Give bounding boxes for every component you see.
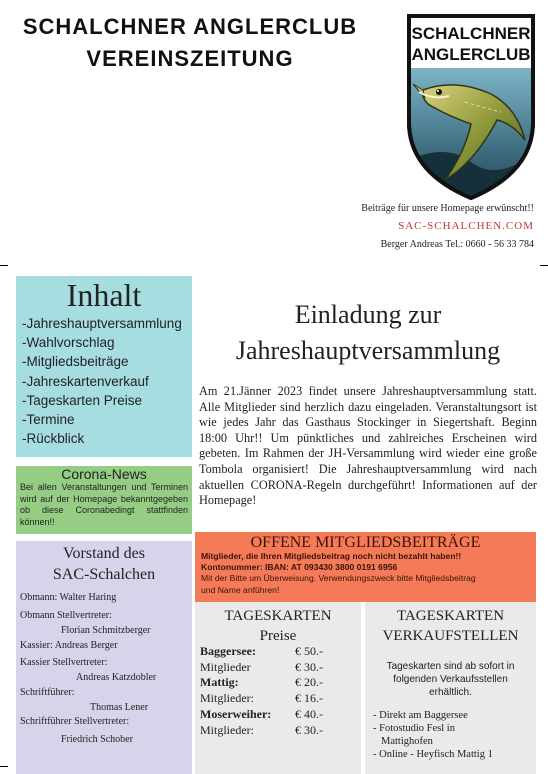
crop-mark <box>0 265 8 266</box>
article-body: Am 21.Jänner 2023 findet unsere Jahreshauptversammlung statt. Alle Mitglieder sind herzlich dazu eingeladen. Veranstaltungsort ist wie jedes Jahr das Gasthaus Stockinger in Siegertshaft. Beginn 18:00 Uhr!! Um pünktliches und zahlreiches Erscheinen wird gebeten. Im Rahmen der JH-Versammlung wird wieder eine große Tombola organisiert! Die Jahreshauptversammlung wird nach aktuellen CORONA-Regeln durchgeführt! Informationen auf der Homepage! <box>199 384 537 508</box>
day-ticket-prices-box <box>195 602 361 774</box>
contents-title: Inhalt <box>66 277 142 313</box>
price-label: Mitglieder <box>200 660 251 674</box>
club-crest-logo <box>405 12 537 202</box>
board-vice-secretary-name: Friedrich Schober <box>61 734 133 745</box>
day-ticket-outlets-subtitle: VERKAUFSTELLEN <box>382 628 519 644</box>
crop-mark <box>540 265 548 266</box>
price-label: Mattig: <box>200 675 239 689</box>
day-ticket-prices-subtitle: Preise <box>259 628 297 644</box>
board-box <box>16 541 192 774</box>
outstanding-fees-title: OFFENE MITGLIEDSBEITRÄGE <box>250 534 481 551</box>
board-vice-chairman-name: Florian Schmitzberger <box>61 625 151 636</box>
price-label: Moserweiher: <box>200 707 272 721</box>
contents-item: -Termine <box>22 412 75 428</box>
contents-item: -Tageskarten Preise <box>22 392 143 408</box>
article-heading-line2: Jahreshauptversammlung <box>235 336 501 365</box>
price-value: € 40.- <box>295 707 323 721</box>
board-title-line1: Vorstand des <box>63 545 145 562</box>
day-ticket-outlets-info <box>365 660 536 699</box>
day-ticket-outlets-box <box>365 602 536 774</box>
board-vice-treasurer-label: Kassier Stellvertreter: <box>20 657 108 668</box>
price-value: € 20.- <box>295 675 323 689</box>
outstanding-fees-line3: Mit der Bitte um Überweisung. Verwendungszweck bitte Mitgliedsbeitrag <box>201 573 476 584</box>
contents-item: -Jahreskartenverkauf <box>22 373 149 389</box>
website-link[interactable]: SAC-SCHALCHEN.COM <box>398 220 534 232</box>
price-label: Baggersee: <box>200 644 256 658</box>
article-heading-line1: Einladung zur <box>294 300 442 329</box>
corona-news-text: Bei allen Veranstaltungen und Terminen wird auf der Homepage bekanntgegeben ob diese Coronabedingt stattfinden können!! <box>20 482 188 527</box>
outstanding-fees-iban: Kontonummer: IBAN: AT 093430 3800 0191 6956 <box>201 562 398 573</box>
outlet-item: Mattighofen <box>381 736 433 747</box>
newsletter-title-line2: VEREINSZEITUNG <box>86 46 294 71</box>
outlets-info-line: Tageskarten sind ab sofort in <box>386 661 515 672</box>
board-vice-secretary-label: Schriftführer Stellvertreter: <box>20 716 130 727</box>
price-value: € 50.- <box>295 644 323 658</box>
outlets-info-line: erhältlich. <box>429 687 472 698</box>
contents-box <box>16 276 192 457</box>
crest-text-line2: ANGLERCLUB <box>411 45 531 64</box>
day-ticket-outlets-title: TAGESKARTEN <box>396 608 505 624</box>
price-value: € 30.- <box>295 723 323 737</box>
price-label: Mitglieder: <box>200 723 254 737</box>
outlets-info-line: folgenden Verkaufsstellen <box>393 674 508 685</box>
outlet-item: - Fotostudio Fesl in <box>373 723 455 734</box>
board-title-line2: SAC-Schalchen <box>52 566 156 583</box>
contents-item: -Mitgliedsbeiträge <box>22 354 129 370</box>
crest-text-line1: SCHALCHNER <box>411 24 531 43</box>
corona-news-box <box>16 466 192 534</box>
board-treasurer: Kassier: Andreas Berger <box>20 640 118 651</box>
outlets-list <box>365 709 536 761</box>
day-ticket-prices-title: TAGESKARTEN <box>224 608 332 624</box>
board-vice-treasurer-name: Andreas Katzdobler <box>76 672 157 683</box>
corona-news-title: Corona-News <box>61 466 147 482</box>
price-value: € 16.- <box>295 691 323 705</box>
contents-item: -Rückblick <box>22 431 85 447</box>
contents-list <box>16 314 192 448</box>
homepage-note: Beiträge für unsere Homepage erwünscht!! <box>361 203 534 214</box>
board-secretary-label: Schriftführer: <box>20 687 75 698</box>
newsletter-title-line1: SCHALCHNER ANGLERCLUB <box>22 14 358 39</box>
contents-item: -Jahreshauptversammlung <box>22 316 182 331</box>
outlet-item: - Direkt am Baggersee <box>373 710 468 721</box>
outstanding-fees-line1: Mitglieder, die Ihren Mitgliedsbeitrag noch nicht bezahlt haben!! <box>201 551 462 561</box>
outstanding-fees-line4: und Name anführen! <box>201 584 280 595</box>
board-vice-chairman-label: Obmann Stellvertreter: <box>20 610 112 621</box>
outstanding-fees-box <box>195 532 536 602</box>
contents-item: -Wahlvorschlag <box>22 335 115 351</box>
outlet-item: - Online - Heyfisch Mattig 1 <box>373 749 493 760</box>
crop-mark <box>0 766 8 767</box>
price-value: € 30.- <box>295 660 323 674</box>
price-label: Mitglieder: <box>200 691 254 705</box>
board-chairman: Obmann: Walter Haring <box>20 592 117 603</box>
board-secretary-name: Thomas Lener <box>90 702 149 713</box>
contact-phone: Berger Andreas Tel.: 0660 - 56 33 784 <box>380 239 534 250</box>
